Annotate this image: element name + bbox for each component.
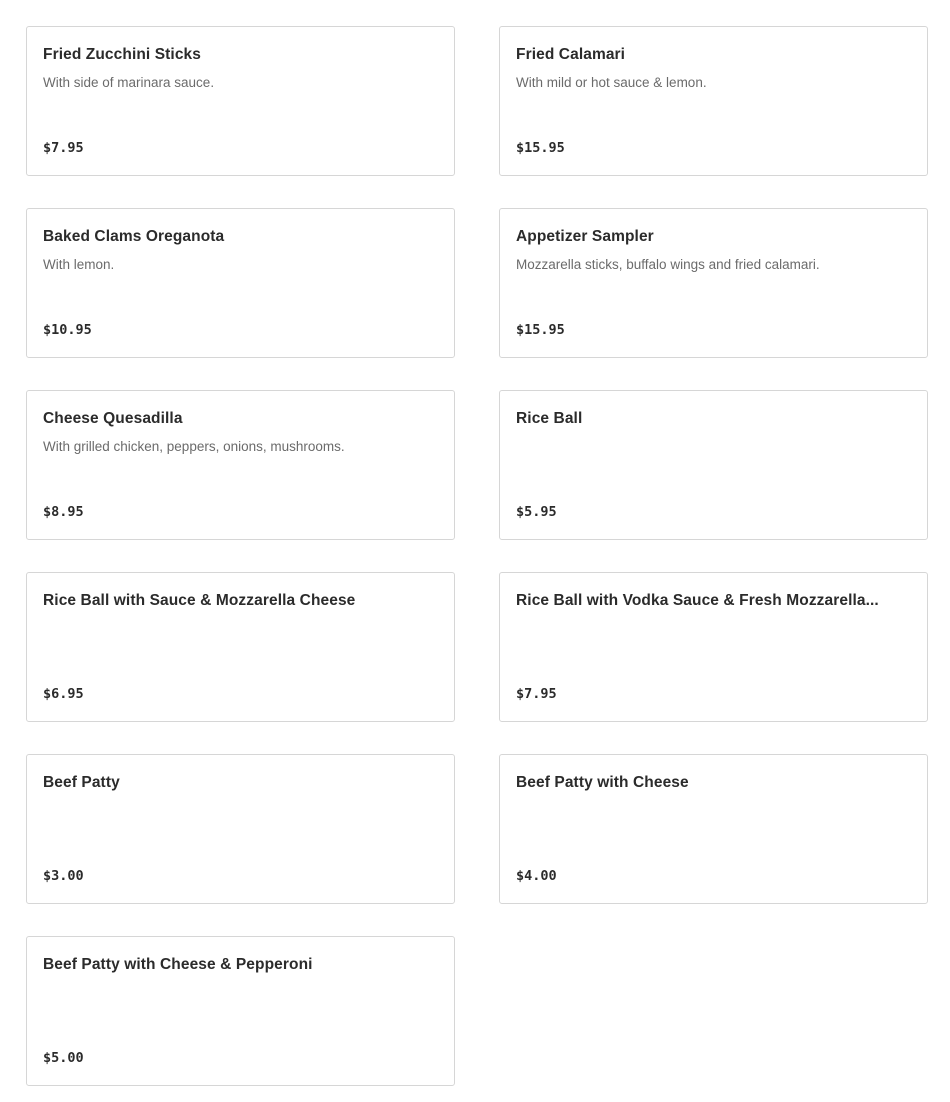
menu-item-card[interactable] — [26, 572, 455, 722]
item-description: With grilled chicken, peppers, onions, mushrooms. — [43, 439, 345, 454]
item-description: With side of marinara sauce. — [43, 75, 215, 90]
menu-item-card[interactable] — [499, 572, 928, 722]
menu-item-card[interactable] — [499, 26, 928, 176]
menu-item-card[interactable] — [26, 26, 455, 176]
item-name: Beef Patty with Cheese — [516, 774, 689, 791]
item-description: Mozzarella sticks, buffalo wings and fried calamari. — [516, 257, 820, 272]
item-description: With lemon. — [43, 257, 115, 272]
menu-item-card[interactable] — [26, 936, 455, 1086]
item-price: $15.95 — [516, 140, 565, 156]
item-price: $7.95 — [516, 686, 557, 702]
item-price: $6.95 — [43, 686, 84, 702]
menu-item-card[interactable] — [499, 390, 928, 540]
item-name: Baked Clams Oreganota — [43, 228, 225, 245]
menu-item-card[interactable] — [499, 754, 928, 904]
menu-item-card[interactable] — [26, 754, 455, 904]
item-price: $8.95 — [43, 504, 84, 520]
item-price: $5.00 — [43, 1050, 84, 1066]
item-price: $5.95 — [516, 504, 557, 520]
menu-item-card[interactable] — [26, 390, 455, 540]
item-price: $3.00 — [43, 868, 84, 884]
item-name: Rice Ball — [516, 410, 583, 427]
item-name: Fried Calamari — [516, 46, 626, 63]
item-name: Beef Patty with Cheese & Pepperoni — [43, 956, 313, 973]
item-name: Rice Ball with Sauce & Mozzarella Cheese — [43, 592, 356, 609]
item-description: With mild or hot sauce & lemon. — [516, 75, 707, 90]
menu-item-card[interactable] — [499, 208, 928, 358]
item-price: $15.95 — [516, 322, 565, 338]
item-name: Beef Patty — [43, 774, 120, 791]
item-name: Fried Zucchini Sticks — [43, 46, 202, 63]
item-price: $4.00 — [516, 868, 557, 884]
item-price: $7.95 — [43, 140, 84, 156]
menu-item-card[interactable] — [26, 208, 455, 358]
item-name: Rice Ball with Vodka Sauce & Fresh Mozzarella... — [516, 592, 879, 609]
item-name: Cheese Quesadilla — [43, 410, 183, 427]
item-name: Appetizer Sampler — [516, 228, 654, 245]
item-price: $10.95 — [43, 322, 92, 338]
menu-item-grid — [26, 26, 928, 1086]
